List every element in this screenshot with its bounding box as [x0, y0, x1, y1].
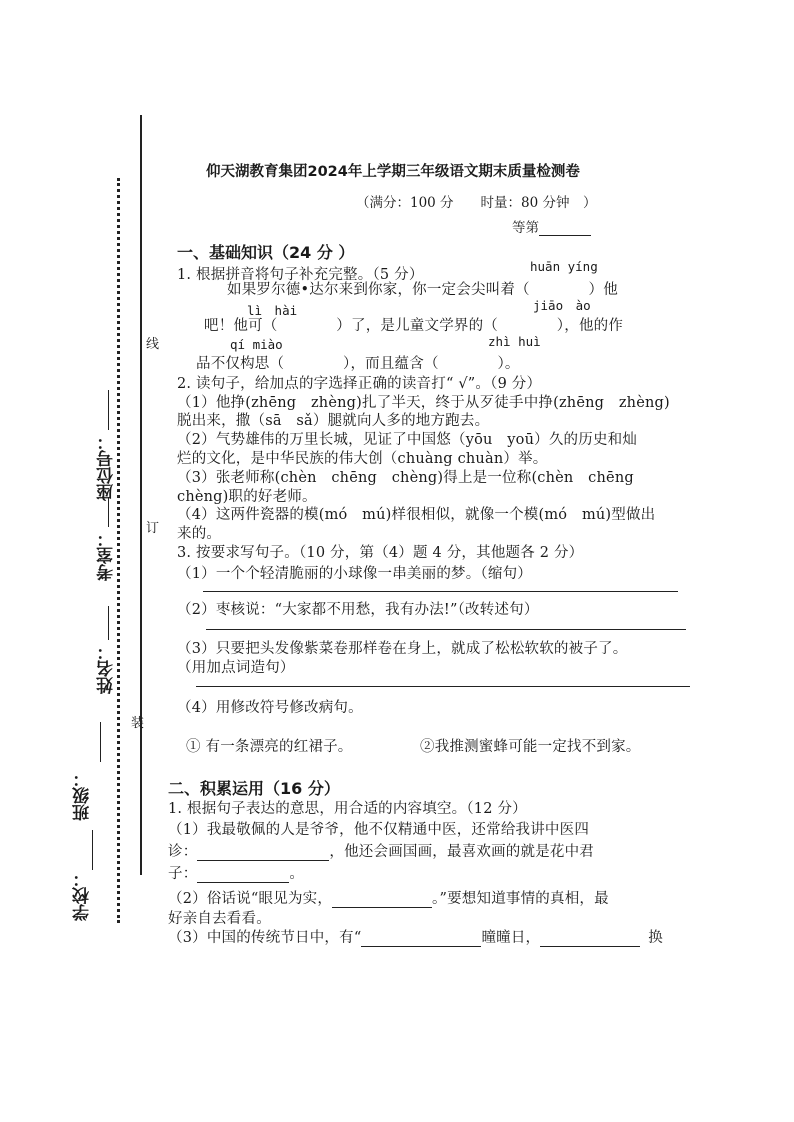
q2-stem: 2. 读句子，给加点的字选择正确的读音打“ √”。（9 分） — [177, 376, 542, 392]
section-1-heading: 一、基础知识（24 分 ） — [177, 243, 355, 262]
exam-room-field[interactable] — [108, 497, 109, 527]
pinyin-qimiao: qí miào — [230, 337, 283, 352]
s2-q1-line-2-prefix: 诊： — [168, 844, 198, 860]
q1-line-3: 品不仅构思（ ），而且蕴含（ ）。 — [196, 356, 520, 372]
s2-q1-line-3-prefix: 子： — [168, 866, 198, 882]
blank-festival-1[interactable] — [361, 929, 481, 947]
exam-meta: （满分：100 分 时量：80 分钟 ） — [356, 195, 597, 211]
s2-q1-line-2-suffix: ，他还会画国画，最喜欢画的就是花中君 — [329, 844, 595, 860]
class-label: 班级： — [73, 770, 93, 821]
pinyin-huanying: huān yíng — [530, 259, 598, 274]
pinyin-lihai: lì hài — [247, 303, 298, 318]
s2-q1-line-4-suffix: 。”要想知道事情的真相，最 — [432, 891, 609, 907]
s2-q1-line-1: （1）我最敬佩的人是爷爷，他不仅精通中医，还常给我讲中医四 — [168, 822, 590, 838]
blank-sizhen[interactable] — [197, 843, 329, 861]
q1-line-1: 如果罗尔德•达尔来到你家，你一定会尖叫着（ ）他 — [227, 282, 618, 298]
s2-q1-line-6-prefix: （3）中国的传统节日中，有“ — [168, 930, 362, 946]
school-field[interactable] — [92, 830, 93, 870]
s2-q1-line-4 — [168, 887, 609, 908]
exam-room-label: 考室： — [97, 530, 117, 581]
s2-q1-line-6-middle: 曈曈日， — [481, 930, 541, 946]
school-label: 学校： — [73, 870, 93, 921]
s2-q1-line-6-suffix: 换 — [648, 930, 663, 946]
blank-huazhongjunzi[interactable] — [197, 865, 289, 883]
q3-sentence-4: （4）用修改符号修改病句。 — [177, 700, 363, 716]
class-field[interactable] — [100, 722, 101, 762]
s2-q1-line-5: 好亲自去看看。 — [168, 911, 271, 927]
q2-line-8: 来的。 — [177, 526, 222, 542]
binding-solid-line — [140, 115, 142, 875]
grade-label-text: 等第 — [512, 220, 539, 236]
q3-answer-line-1[interactable] — [203, 591, 678, 592]
seat-number-label: 座位号： — [97, 433, 117, 501]
q2-line-7: （4）这两件瓷器的模(mó mú)样很相似，就像一个模(mó mú)型做出 — [177, 507, 656, 523]
s2-q1-line-3-suffix: 。 — [289, 866, 305, 882]
student-name-field[interactable] — [108, 606, 109, 640]
q2-line-6: chèng)职的好老师。 — [177, 489, 317, 505]
q3-answer-line-3[interactable] — [196, 686, 690, 687]
q3-stem: 3. 按要求写句子。（10 分，第（4）题 4 分，其他题各 2 分） — [177, 545, 584, 561]
s2-q1-line-3 — [168, 862, 304, 883]
q3-sick-sentence-1: ① 有一条漂亮的红裙子。 — [186, 739, 353, 755]
seat-number-field[interactable] — [108, 390, 109, 430]
q3-sentence-3a: （3）只要把头发像紫菜卷那样卷在身上，就成了松松软软的被子了。 — [177, 641, 628, 657]
s2-q1-line-4-prefix: （2）俗话说“眼见为实， — [168, 891, 333, 907]
pinyin-zhihui: zhì huì — [488, 334, 541, 349]
q3-sentence-2: （2）枣核说：“大家都不用愁，我有办法!”（改转述句） — [177, 602, 539, 618]
q3-sentence-3b: （用加点词造句） — [177, 660, 295, 676]
student-name-label: 姓名： — [97, 643, 117, 694]
q2-line-3: （2）气势雄伟的万里长城，见证了中国悠（yōu yoū）久的历史和灿 — [177, 432, 638, 448]
section-2-heading: 二、积累运用（16 分） — [168, 779, 340, 798]
q3-sick-sentence-2: ②我推测蜜蜂可能一定找不到家。 — [420, 739, 641, 755]
s2-q1-line-2 — [168, 840, 594, 861]
q2-line-2: 脱出来，撒（sā sǎ）腿就向人多的地方跑去。 — [177, 413, 490, 429]
pinyin-jiaoao: jiāo ào — [533, 298, 591, 313]
s2-q1-line-6 — [168, 926, 663, 947]
binding-mark-xian: 线 — [146, 337, 160, 352]
s2-q1-stem: 1. 根据句子表达的意思，用合适的内容填空。（12 分） — [168, 801, 527, 817]
q3-sentence-1: （1）一个个轻清脆丽的小球像一串美丽的梦。（缩句） — [177, 566, 532, 582]
q1-stem: 1. 根据拼音将句子补充完整。（5 分） — [177, 267, 424, 283]
grade-field[interactable] — [539, 220, 591, 236]
q1-line-2: 吧！他可（ ）了，是儿童文学界的（ ），他的作 — [204, 318, 624, 334]
grade-label — [512, 216, 591, 236]
q2-line-5: （3）张老师称(chèn chēng chèng)得上是一位称(chèn chēng — [177, 470, 634, 486]
q2-line-4: 烂的文化，是中华民族的伟大创（chuàng chuàn）举。 — [177, 451, 548, 467]
binding-mark-ding: 订 — [146, 521, 160, 536]
q3-answer-line-2[interactable] — [206, 629, 686, 630]
blank-festival-2[interactable] — [540, 929, 640, 947]
exam-title: 仰天湖教育集团2024年上学期三年级语文期末质量检测卷 — [206, 164, 580, 180]
binding-mark-zhuang: 装 — [131, 716, 145, 731]
q2-line-1: （1）他挣(zhēng zhèng)扎了半天，终于从歹徒手中挣(zhēng zhèng) — [177, 395, 670, 411]
blank-proverb[interactable] — [332, 890, 432, 908]
